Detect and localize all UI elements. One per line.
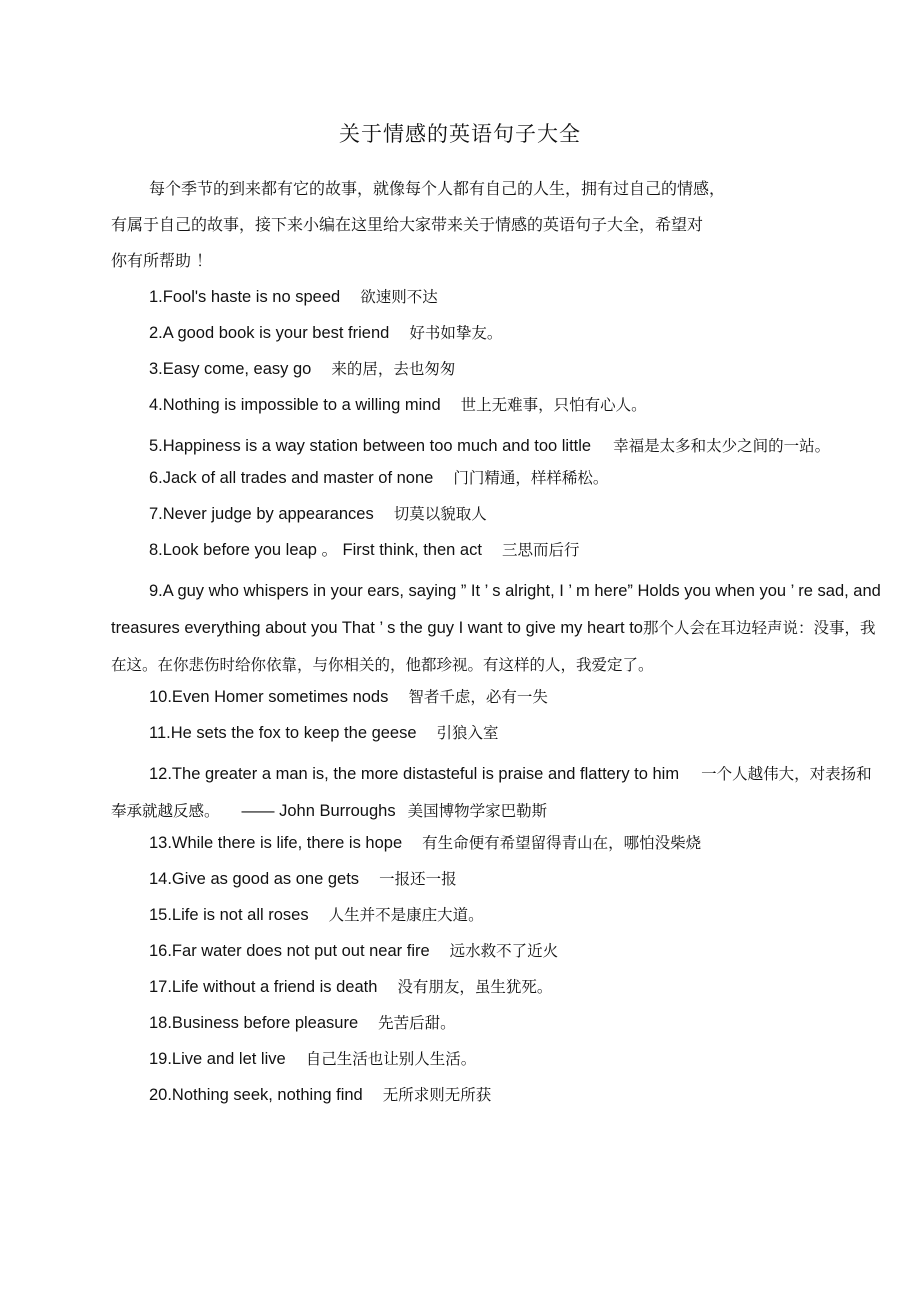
sentence-english: 7.Never judge by appearances	[149, 505, 374, 523]
sentence-chinese: 一报还一报	[379, 870, 457, 888]
sentence-chinese: 无所求则无所获	[382, 1086, 492, 1104]
sentence-english: 16.Far water does not put out near fire	[149, 942, 430, 960]
sentence-english: 8.Look before you leap 。 First think, then act	[149, 541, 482, 559]
sentence-chinese: 三思而后行	[501, 541, 580, 559]
sentence-english: 3.Easy come, easy go	[149, 360, 312, 378]
sentence-item	[111, 320, 881, 356]
document-title: 关于情感的英语句子大全	[339, 122, 581, 146]
sentence-item	[111, 284, 881, 320]
sentence-chinese: 人生并不是康庄大道。	[328, 906, 484, 924]
sentence-item	[111, 938, 881, 974]
sentence-item	[111, 465, 881, 501]
intro-line: 每个季节的到来都有它的故事，就像每个人都有自己的人生，拥有过自己的情感，	[149, 179, 726, 198]
sentence-item	[111, 428, 881, 465]
sentence-chinese: 门门精通，样样稀松。	[453, 469, 609, 487]
sentence-chinese: 智者千虑，必有一失	[408, 688, 548, 706]
sentence-item	[111, 756, 881, 830]
sentence-author: —— John Burroughs	[241, 802, 396, 820]
sentence-item	[111, 684, 881, 720]
sentence-english: 14.Give as good as one gets	[149, 870, 360, 888]
sentence-english: 11.He sets the fox to keep the geese	[149, 724, 417, 742]
sentence-item	[111, 573, 881, 684]
sentence-item	[111, 1010, 881, 1046]
sentence-english: 15.Life is not all roses	[149, 906, 309, 924]
sentence-chinese: 欲速则不达	[360, 288, 438, 306]
sentence-item	[111, 866, 881, 902]
sentence-chinese: 世上无难事，只怕有心人。	[460, 396, 647, 414]
sentence-item	[111, 537, 881, 573]
sentence-chinese: 那个人会在耳边轻声说：没事，我在这。在你悲伤时给你依靠，与你相关的，他都珍视。有这样的人，我爱定了。	[111, 619, 876, 674]
sentence-item	[111, 501, 881, 537]
sentence-item	[111, 1046, 881, 1082]
sentence-english: 12.The greater a man is, the more distasteful is praise and flattery to him	[149, 765, 680, 783]
sentence-english: 6.Jack of all trades and master of none	[149, 469, 434, 487]
sentence-chinese: 引狼入室	[436, 724, 499, 742]
sentence-english: 18.Business before pleasure	[149, 1014, 359, 1032]
sentence-item	[111, 356, 881, 392]
sentence-chinese: 一个人越伟大，对表扬和奉承就越反感。	[111, 765, 872, 820]
sentence-english: 5.Happiness is a way station between too much and too little	[149, 437, 592, 455]
sentence-chinese: 来的居，去也匆匆	[331, 360, 456, 378]
sentence-chinese: 先苦后甜。	[378, 1014, 456, 1032]
sentence-item	[111, 974, 881, 1010]
sentence-english: 4.Nothing is impossible to a willing mind	[149, 396, 441, 414]
sentence-english: 10.Even Homer sometimes nods	[149, 688, 389, 706]
sentence-item	[111, 830, 881, 866]
sentence-author-chinese: 美国博物学家巴勒斯	[407, 802, 548, 820]
sentence-english: 1.Fool's haste is no speed	[149, 288, 341, 306]
sentence-item	[111, 720, 881, 756]
sentence-english: 17.Life without a friend is death	[149, 978, 378, 996]
sentence-chinese: 没有朋友，虽生犹死。	[397, 978, 553, 996]
sentence-chinese: 有生命便有希望留得青山在，哪怕没柴烧	[422, 834, 702, 852]
sentence-chinese: 自己生活也让别人生活。	[305, 1050, 477, 1068]
sentence-english: 20.Nothing seek, nothing find	[149, 1086, 363, 1104]
sentence-item	[111, 1082, 881, 1118]
sentence-chinese: 远水救不了近火	[449, 942, 559, 960]
sentence-chinese: 切莫以貌取人	[393, 505, 487, 523]
sentence-english: 9.A guy who whispers in your ears, saying ” It ’ s alright, I ’ m here” Holds you when you ’ re sad, and treasures everything about you That ’ s the guy I want to give my heart to	[111, 582, 881, 637]
sentence-english: 2.A good book is your best friend	[149, 324, 390, 342]
sentence-english: 19.Live and let live	[149, 1050, 286, 1068]
sentence-chinese: 好书如挚友。	[409, 324, 503, 342]
intro-line: 有属于自己的故事，接下来小编在这里给大家带来关于情感的英语句子大全，希望对	[111, 215, 704, 234]
sentence-chinese: 幸福是太多和太少之间的一站。	[613, 437, 831, 455]
intro-line: 你有所帮助 ！	[111, 251, 213, 270]
document-body	[111, 176, 881, 1118]
sentence-item	[111, 902, 881, 938]
sentence-english: 13.While there is life, there is hope	[149, 834, 403, 852]
sentence-item	[111, 392, 881, 428]
